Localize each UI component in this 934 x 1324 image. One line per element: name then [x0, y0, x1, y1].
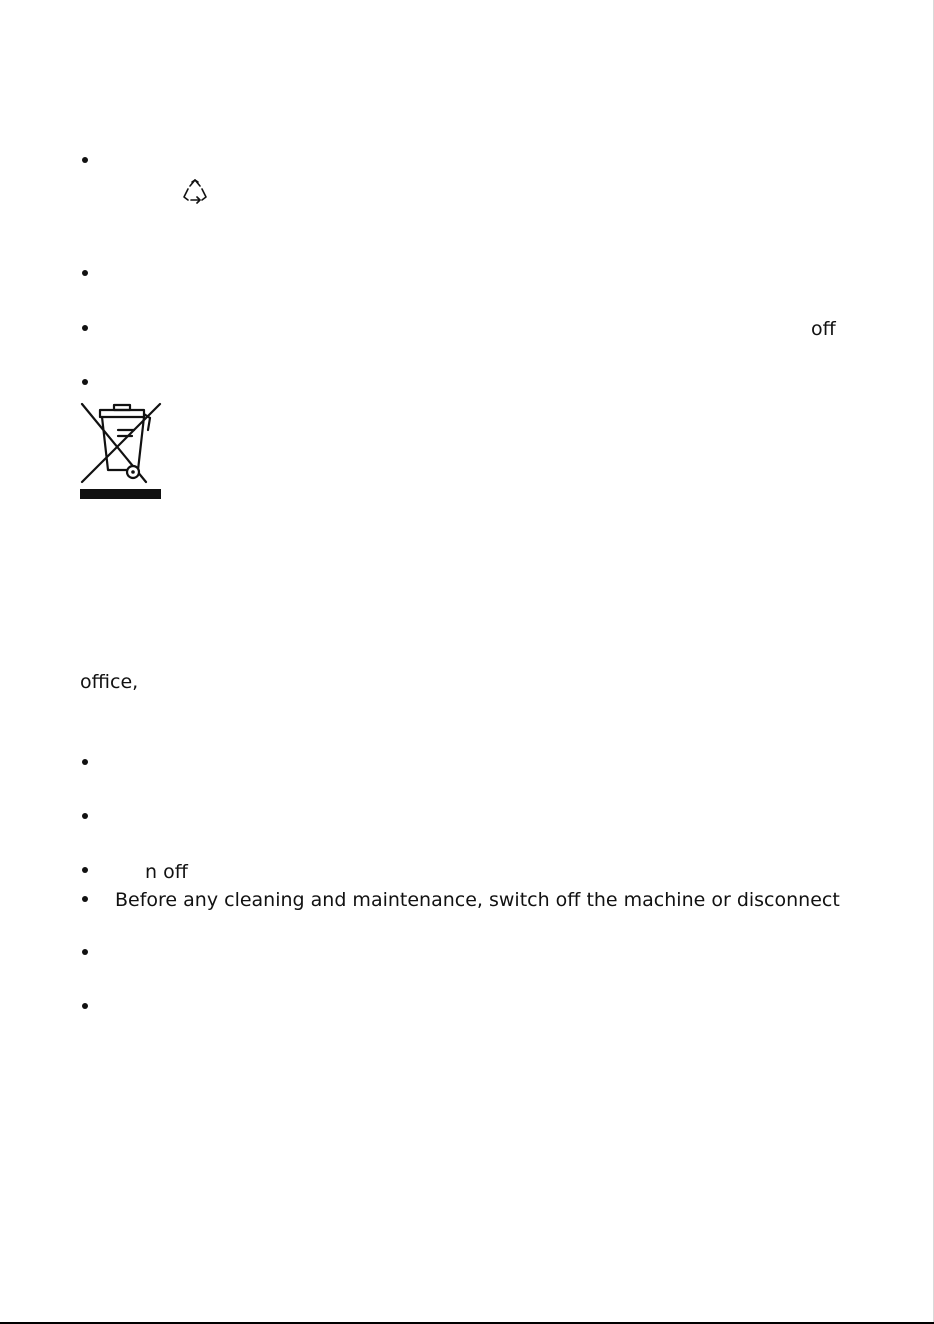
text-fragment-n-off: n off	[145, 861, 188, 883]
list-bullet	[82, 759, 88, 765]
list-bullet	[82, 270, 88, 276]
text-line-before-cleaning: Before any cleaning and maintenance, switch off the machine or disconnect	[115, 889, 840, 911]
list-bullet	[82, 949, 88, 955]
list-bullet	[82, 813, 88, 819]
list-bullet	[82, 867, 88, 873]
list-bullet	[82, 896, 88, 902]
text-fragment-off: off	[811, 318, 836, 340]
text-fragment-office: office,	[80, 671, 139, 693]
list-bullet	[82, 1003, 88, 1009]
recycle-icon	[181, 178, 209, 204]
crossed-out-wheelie-bin-icon	[80, 400, 162, 500]
list-bullet	[82, 157, 88, 163]
list-bullet	[82, 325, 88, 331]
list-bullet	[82, 379, 88, 385]
